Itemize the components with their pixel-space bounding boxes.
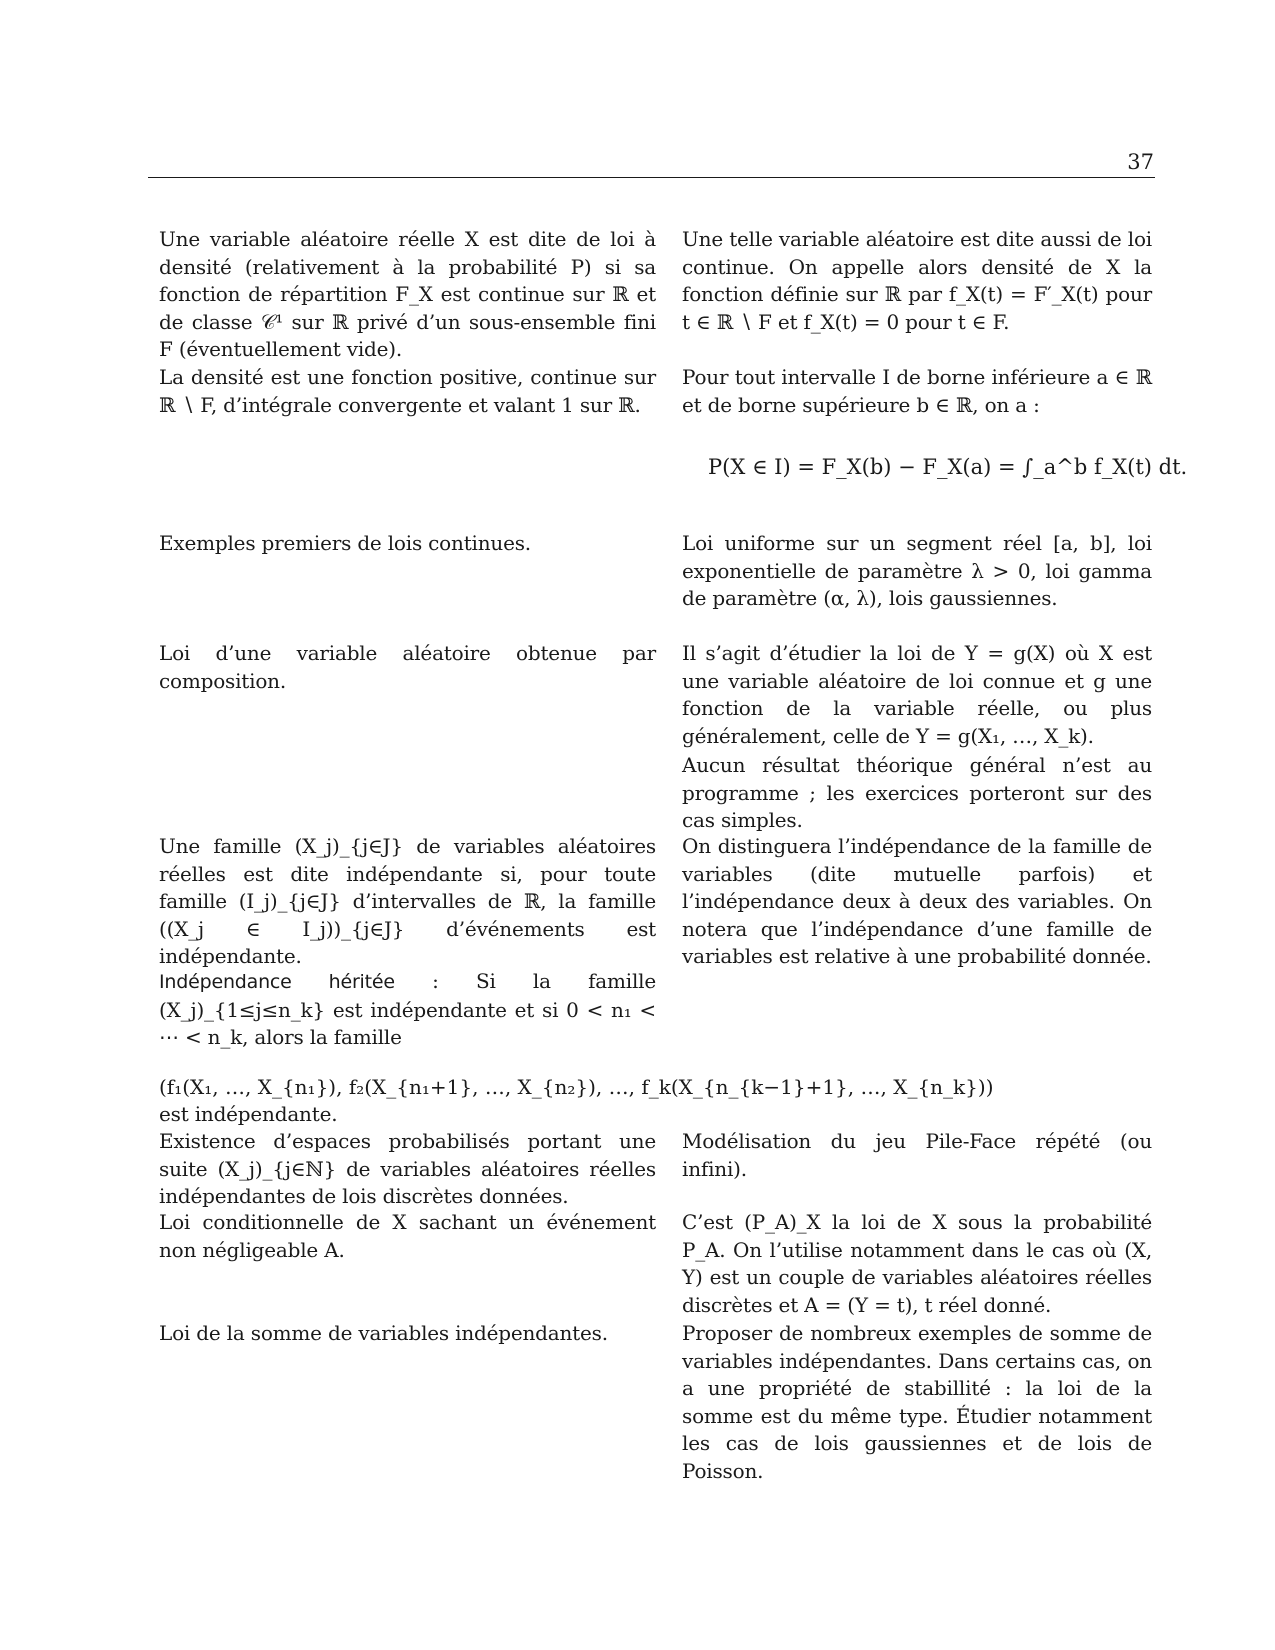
sum-law-title: Loi de la somme de variables indépendantes.	[159, 1321, 608, 1345]
continuous-laws-examples: Loi uniforme sur un segment réel [a, b], loi exponentielle de paramètre λ > 0, loi gamma de paramètre (α, λ), lois gaussiennes.	[682, 531, 1152, 611]
integral-formula: P(X ∈ I) = F_X(b) − F_X(a) = ∫_a^b f_X(t) dt.	[708, 455, 1188, 479]
conditional-law-title: Loi conditionnelle de X sachant un événement non négligeable A.	[159, 1210, 656, 1262]
continuous-laws-examples-title: Exemples premiers de lois continues.	[159, 531, 531, 555]
conditional-law-description: C’est (P_A)_X la loi de X sous la probabilité P_A. On l’utilise notamment dans le cas où (X, Y) est un couple de variables aléatoires réelles discrètes et A = (Y = t), t réel donné.	[682, 1210, 1152, 1317]
composition-note: Aucun résultat théorique général n’est au programme ; les exercices porteront sur des cas simples.	[682, 753, 1152, 833]
density-properties: La densité est une fonction positive, continue sur ℝ ∖ F, d’intégrale convergente et valant 1 sur ℝ.	[159, 365, 656, 417]
inherited-independence	[159, 968, 656, 1052]
inherited-independence-text: : Si la famille (X_j)_{1≤j≤n_k} est indépendante et si 0 < n₁ < ⋯ < n_k, alors la famille	[159, 969, 656, 1050]
interval-probability: Pour tout intervalle I de borne inférieure a ∈ ℝ et de borne supérieure b ∈ ℝ, on a :	[682, 365, 1152, 417]
page-number: 37	[1127, 150, 1154, 174]
continuous-law-definition: Une telle variable aléatoire est dite aussi de loi continue. On appelle alors densité de X la fonction définie sur ℝ par f_X(t) = F′_X(t) pour t ∈ ℝ ∖ F et f_X(t) = 0 pour t ∈ F.	[682, 227, 1152, 334]
sum-law-description: Proposer de nombreux exemples de somme de variables indépendantes. Dans certains cas, on a une propriété de stabillité : la loi de la somme est du même type. Étudier notamment les cas de lois gaussiennes et de lois de Poisson.	[682, 1321, 1152, 1483]
composition-description: Il s’agit d’étudier la loi de Y = g(X) où X est une variable aléatoire de loi connue et g une fonction de la variable réelle, ou plus généralement, celle de Y = g(X₁, …, X_k).	[682, 641, 1152, 748]
independence-remark: On distinguera l’indépendance de la famille de variables (dite mutuelle parfois) et l’indépendance deux à deux des variables. On notera que l’indépendance d’une famille de variables est relative à une probabilité donnée.	[682, 834, 1152, 969]
composition-title: Loi d’une variable aléatoire obtenue par composition.	[159, 641, 656, 693]
inherited-independence-end: est indépendante.	[159, 1102, 338, 1126]
probability-space-existence: Existence d’espaces probabilisés portant une suite (X_j)_{j∈ℕ} de variables aléatoires réelles indépendantes de lois discrètes données.	[159, 1129, 656, 1209]
density-definition: Une variable aléatoire réelle X est dite de loi à densité (relativement à la probabilité P) si sa fonction de répartition F_X est continue sur ℝ et de classe 𝒞¹ sur ℝ privé d’un sous-ensemble fini F (éventuellement vide).	[159, 227, 656, 362]
pile-face-modeling: Modélisation du jeu Pile-Face répété (ou infini).	[682, 1129, 1152, 1181]
inherited-independence-label: Indépendance héritée	[159, 971, 395, 993]
independence-definition: Une famille (X_j)_{j∈J} de variables aléatoires réelles est dite indépendante si, pour toute famille (I_j)_{j∈J} d’intervalles de ℝ, la famille ((X_j ∈ I_j))_{j∈J} d’événements est indépendante.	[159, 834, 656, 969]
inherited-independence-formula: (f₁(X₁, …, X_{n₁}), f₂(X_{n₁+1}, …, X_{n₂}), …, f_k(X_{n_{k−1}+1}, …, X_{n_k}))	[159, 1075, 994, 1099]
header-rule	[148, 177, 1155, 178]
